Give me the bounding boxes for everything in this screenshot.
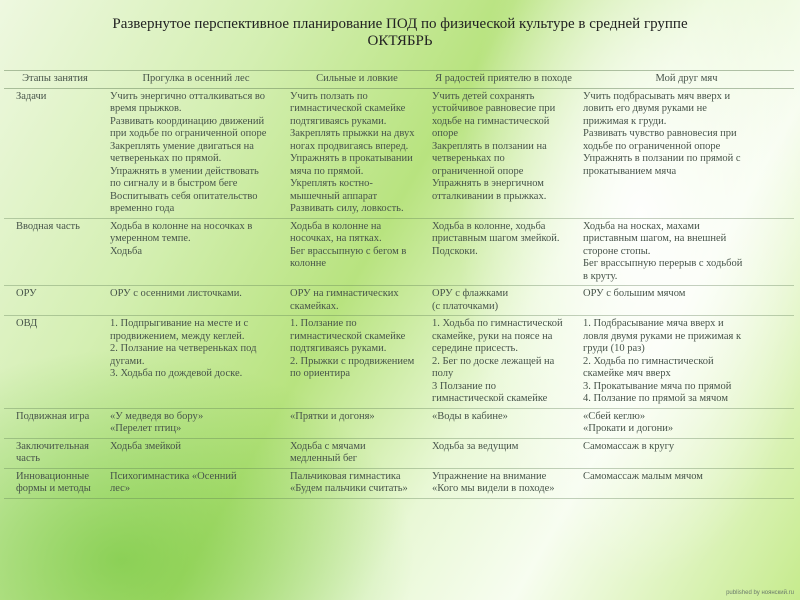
cell-text-line: 1. Ползание по <box>290 318 357 329</box>
cell-text-line: подтягиваясь руками. <box>290 343 387 354</box>
cell-text-line: продвижением, между кеглей. <box>110 330 245 342</box>
table-cell <box>106 316 286 409</box>
cell-text-line: Упражнять в умении действовать <box>110 165 259 177</box>
cell-text-line: приставным шагом змейкой. <box>432 233 560 244</box>
cell-text-line: гимнастической скамейке <box>290 103 406 114</box>
cell-text-line: мяча по прямой. <box>290 165 364 177</box>
cell-text-line: дугами. <box>110 355 145 367</box>
cell-text-line: носочках, на пятках. <box>290 233 382 244</box>
cell-text-line: 1. Ходьба по гимнастической <box>432 318 563 329</box>
table-cell <box>579 88 794 218</box>
table-body <box>4 88 794 498</box>
cell-text-line: Ходьба в колонне на носочках в <box>110 220 253 232</box>
cell-text-line: по ориентира <box>290 368 351 379</box>
cell-text-line: время прыжков. <box>110 103 182 114</box>
cell-text-line: по сигналу и в быстром беге <box>110 178 238 189</box>
table-cell <box>286 218 428 286</box>
slide-title <box>0 16 800 50</box>
cell-text-line: 2. Ползание на четвереньках под <box>110 343 257 354</box>
cell-text-line: Подскоки. <box>432 245 478 257</box>
cell-text-line: Развивать чувство равновесия при <box>583 128 737 139</box>
cell-text-line: Учить энергично отталкиваться во <box>110 90 266 102</box>
table-cell <box>286 438 428 468</box>
table-cell <box>579 468 794 498</box>
cell-text-line: Ходьба в колонне на <box>290 220 382 232</box>
table-cell <box>106 88 286 218</box>
cell-text-line: «У медведя во бору» <box>110 410 204 422</box>
table-cell <box>286 468 428 498</box>
cell-text-line: отталкивании в прыжках. <box>432 190 547 202</box>
title-line-2: ОКТЯБРЬ <box>367 33 433 49</box>
cell-text-line: подтягиваясь руками. <box>290 115 387 127</box>
table-cell <box>428 468 579 498</box>
cell-text-line: Укреплять костно- <box>290 178 373 189</box>
cell-text-line: ограниченной опоре <box>432 165 524 177</box>
cell-text-line: Закреплять умение двигаться на <box>110 140 254 152</box>
cell-text-line: (с платочками) <box>432 300 499 312</box>
column-header: Этапы занятия <box>4 71 106 89</box>
cell-text-line: гимнастической скамейке <box>290 330 406 342</box>
table-cell <box>428 218 579 286</box>
table-cell <box>106 218 286 286</box>
cell-text-line: четвереньках по <box>432 153 505 164</box>
cell-text-line: 2. Прыжки с продвижением <box>290 355 415 367</box>
cell-text-line: временно года <box>110 203 175 214</box>
table-cell <box>579 438 794 468</box>
cell-text-line: ОРУ на гимнастических <box>290 288 399 299</box>
cell-text-line: 1. Подпрыгивание на месте и с <box>110 318 249 329</box>
cell-text-line: Бег врассыпную с бегом в <box>290 245 407 257</box>
table-cell <box>579 218 794 286</box>
cell-text-line: полу <box>432 368 454 379</box>
table-cell <box>428 438 579 468</box>
cell-text-line: груди (10 раз) <box>583 343 645 354</box>
cell-text-line: скамейках. <box>290 300 339 312</box>
cell-text-line: скамейке мяч вверх <box>583 368 671 379</box>
table-cell <box>106 286 286 316</box>
row-label: Заключительная часть <box>4 438 106 468</box>
cell-text-line: Самомассаж в кругу <box>583 440 675 452</box>
table-cell <box>106 438 286 468</box>
cell-text-line: Самомассаж малым мячом <box>583 470 703 482</box>
row-label: Задачи <box>4 88 106 218</box>
cell-text-line: ОРУ с осенними листочками. <box>110 288 242 299</box>
cell-text-line: ходьбе по ограниченной опоре <box>583 140 721 152</box>
cell-text-line: «Прятки и догоня» <box>290 410 375 422</box>
row-label: Подвижная игра <box>4 408 106 438</box>
cell-text-line: ловля двумя руками не прижимая к <box>583 330 742 342</box>
cell-text-line: Упражнять в прокатывании <box>290 153 413 164</box>
cell-text-line: «Будем пальчики считать» <box>290 483 408 494</box>
row-label: Инновационные формы и методы <box>4 468 106 498</box>
cell-text-line: «Воды в кабине» <box>432 410 508 422</box>
table-cell <box>428 88 579 218</box>
cell-text-line: Учить ползать по <box>290 90 368 102</box>
cell-text-line: 1. Подбрасывание мяча вверх и <box>583 318 724 329</box>
cell-text-line: 3. Ходьба по дождевой доске. <box>110 368 243 379</box>
table-cell <box>579 408 794 438</box>
cell-text-line: Развивать координацию движений <box>110 115 265 127</box>
row-label: ОРУ <box>4 286 106 316</box>
cell-text-line: «Перелет птиц» <box>110 423 182 434</box>
cell-text-line: прижимая к груди. <box>583 115 667 127</box>
cell-text-line: гимнастической скамейке <box>432 393 548 404</box>
table-header-row <box>4 71 794 89</box>
cell-text-line: приставным шагом, на внешней <box>583 233 727 244</box>
table-cell <box>428 316 579 409</box>
cell-text-line: ногах продвигаясь вперед. <box>290 140 409 152</box>
cell-text-line: Упражнение на внимание <box>432 470 547 482</box>
cell-text-line: прокатыванием мяча <box>583 165 677 177</box>
row-label: ОВД <box>4 316 106 409</box>
cell-text-line: лес» <box>110 483 131 494</box>
table-cell <box>286 286 428 316</box>
cell-text-line: «Сбей кеглю» <box>583 410 646 422</box>
column-header: Мой друг мяч <box>579 71 794 89</box>
table-cell <box>286 408 428 438</box>
cell-text-line: 2. Ходьба по гимнастической <box>583 355 714 367</box>
table-row <box>4 316 794 409</box>
cell-text-line: «Кого мы видели в походе» <box>432 483 555 494</box>
title-line-1: Развернутое перспективное планирование ПОД по физической культуре в средней группе <box>112 16 688 32</box>
cell-text-line: ОРУ с флажками <box>432 288 509 299</box>
cell-text-line: Ходьба на носках, махами <box>583 220 700 232</box>
cell-text-line: Учить детей сохранять <box>432 90 535 102</box>
cell-text-line: Бег врассыпную перерыв с ходьбой <box>583 258 743 269</box>
table-cell <box>106 468 286 498</box>
publisher-credit: published by ноянский.ru <box>726 590 794 596</box>
table-cell <box>428 286 579 316</box>
cell-text-line: 3 Ползание по <box>432 380 497 392</box>
table-cell <box>428 408 579 438</box>
cell-text-line: Закреплять прыжки на двух <box>290 128 415 139</box>
cell-text-line: Ходьба <box>110 245 143 257</box>
cell-text-line: Ходьба за ведущим <box>432 440 519 452</box>
table-row <box>4 468 794 498</box>
cell-text-line: мышечный аппарат <box>290 190 378 202</box>
cell-text-line: четвереньках по прямой. <box>110 153 222 164</box>
cell-text-line: медленный бег <box>290 453 358 464</box>
column-header: Сильные и ловкие <box>286 71 428 89</box>
cell-text-line: «Прокати и догони» <box>583 423 674 434</box>
table-row <box>4 286 794 316</box>
cell-text-line: 3. Прокатывание мяча по прямой <box>583 380 732 392</box>
cell-text-line: умеренном темпе. <box>110 233 191 244</box>
cell-text-line: опоре <box>432 128 459 139</box>
table-row <box>4 88 794 218</box>
cell-text-line: Ходьба змейкой <box>110 440 181 452</box>
cell-text-line: Упражнять в ползании по прямой с <box>583 153 741 164</box>
cell-text-line: Развивать силу, ловкость. <box>290 203 404 214</box>
cell-text-line: устойчивое равновесие при <box>432 103 556 114</box>
cell-text-line: стороне стопы. <box>583 245 651 257</box>
cell-text-line: колонне <box>290 258 327 269</box>
table-row <box>4 408 794 438</box>
table-cell <box>579 316 794 409</box>
table-cell <box>106 408 286 438</box>
column-header: Я радостей приятелю в походе <box>428 71 579 89</box>
cell-text-line: середине присесть. <box>432 343 518 354</box>
cell-text-line: при ходьбе по ограниченной опоре <box>110 128 267 139</box>
cell-text-line: ходьбе на гимнастической <box>432 115 550 127</box>
cell-text-line: ловить его двумя руками не <box>583 103 707 114</box>
cell-text-line: Закреплять в ползании на <box>432 140 547 152</box>
cell-text-line: 4. Ползание по прямой за мячом <box>583 393 728 404</box>
cell-text-line: Ходьба с мячами <box>290 440 366 452</box>
cell-text-line: Пальчиковая гимнастика <box>290 470 401 482</box>
cell-text-line: Упражнять в энергичном <box>432 178 544 189</box>
table-cell <box>286 316 428 409</box>
table-row <box>4 218 794 286</box>
cell-text-line: скамейке, руки на поясе на <box>432 330 553 342</box>
column-header: Прогулка в осенний лес <box>106 71 286 89</box>
cell-text-line: 2. Бег по доске лежащей на <box>432 355 555 367</box>
cell-text-line: в круту. <box>583 270 618 282</box>
table-cell <box>579 286 794 316</box>
cell-text-line: Ходьба в колонне, ходьба <box>432 220 546 232</box>
table-row <box>4 438 794 468</box>
row-label: Вводная часть <box>4 218 106 286</box>
planning-table <box>4 70 794 499</box>
table-cell <box>286 88 428 218</box>
cell-text-line: ОРУ с большим мячом <box>583 288 686 299</box>
cell-text-line: Воспитывать себя опитательство <box>110 190 258 202</box>
cell-text-line: Учить подбрасывать мяч вверх и <box>583 90 731 102</box>
cell-text-line: Психогимнастика «Осенний <box>110 470 237 482</box>
